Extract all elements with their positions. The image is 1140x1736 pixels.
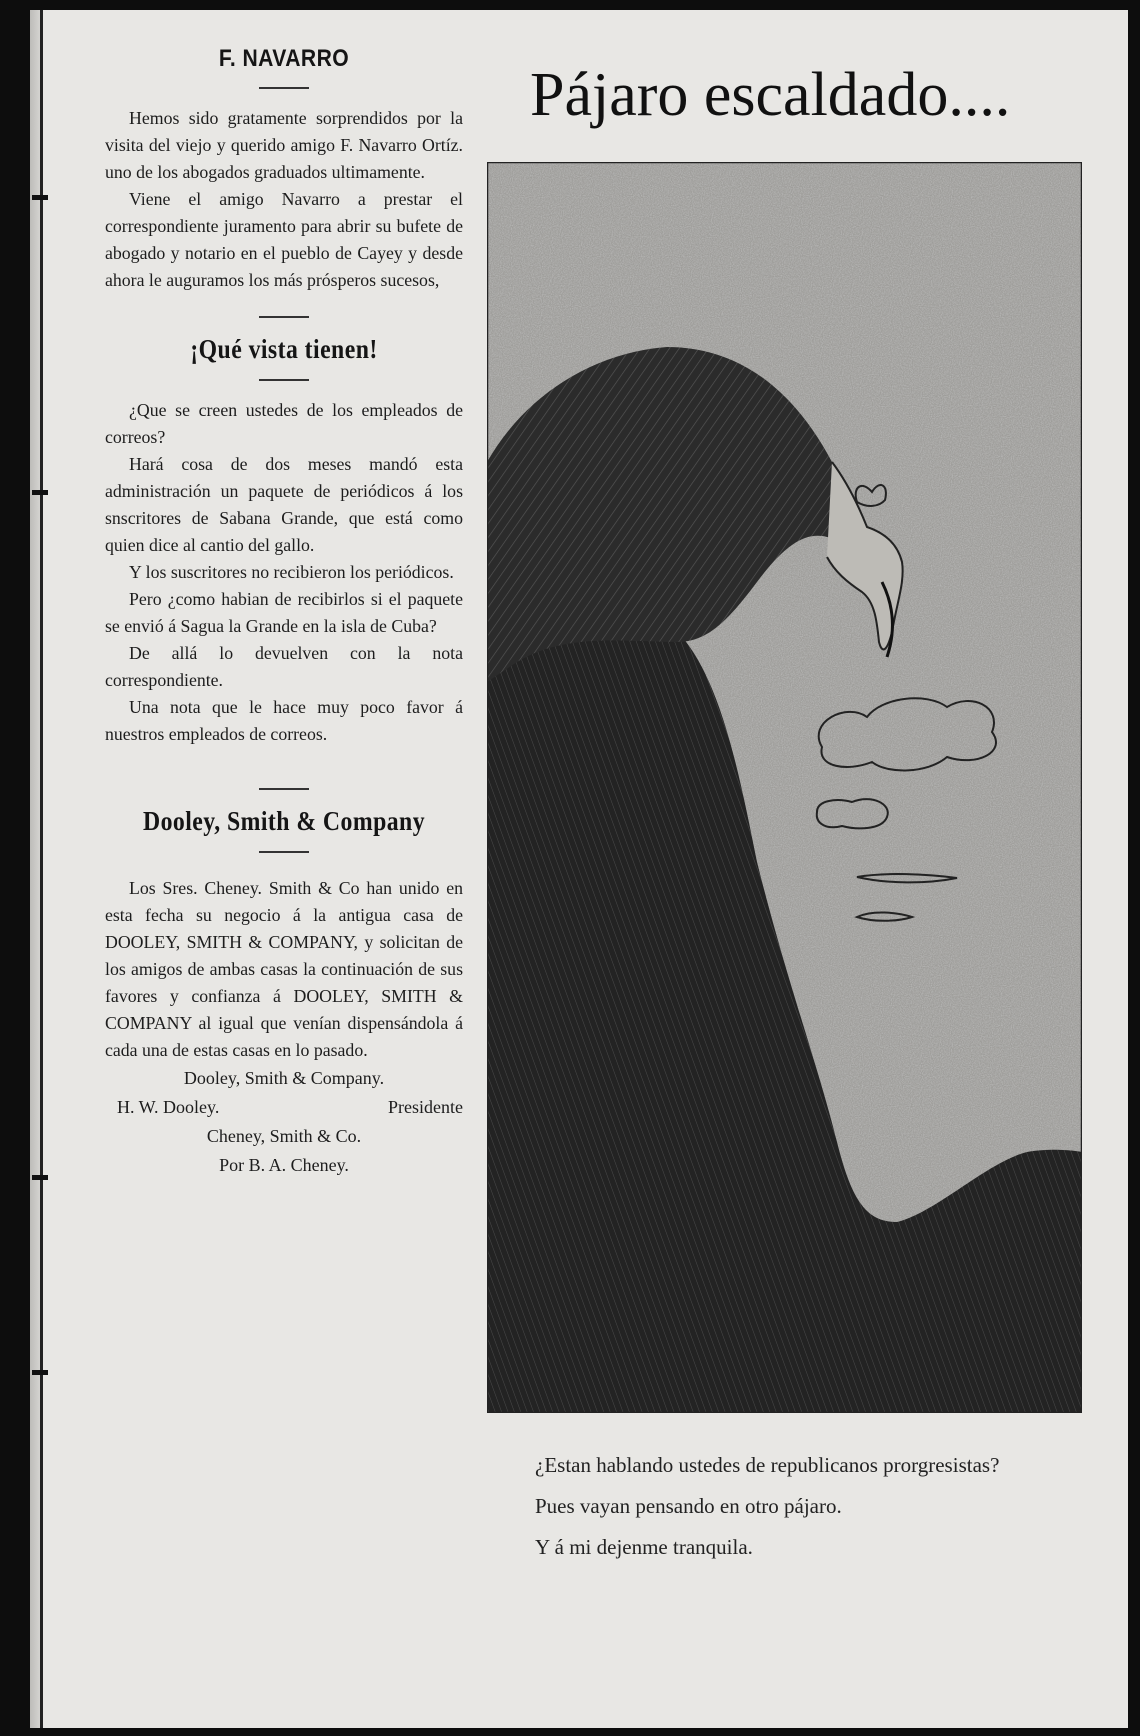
binding-mark — [32, 1175, 48, 1180]
binding-mark — [32, 1370, 48, 1375]
article-paragraph: Viene el amigo Navarro a prestar el correspondiente juramento para abrir su bufete de abogado y notario en el pueblo de Cayey y desde ahora le auguramos los más prósperos sucesos, — [105, 189, 463, 290]
signature-person: H. W. Dooley. — [117, 1097, 220, 1117]
article-paragraph: ¿Que se creen ustedes de los empleados de correos? — [105, 400, 463, 447]
binding-mark — [32, 490, 48, 495]
cartoon-caption — [480, 1445, 1090, 1568]
right-column — [480, 52, 1100, 131]
article-paragraph: Y los suscritores no recibieron los periódicos. — [129, 562, 454, 582]
vulture-on-rock-image — [487, 162, 1082, 1413]
binding-rule — [40, 10, 43, 1728]
article-heading-que-vista: ¡Qué vista tienen! — [190, 334, 378, 364]
divider — [259, 851, 309, 853]
divider — [259, 379, 309, 381]
signature-firm-2: Cheney, Smith & Co. — [206, 1126, 362, 1146]
signature-firm: Dooley, Smith & Company. — [183, 1068, 385, 1088]
left-column — [105, 45, 463, 1180]
divider — [259, 788, 309, 790]
signature-person-row — [105, 1093, 463, 1122]
article-paragraph: Hemos sido gratamente sorprendidos por la visita del viejo y querido amigo F. Navarro Ortíz. uno de los abogados graduados ultimamente. — [105, 108, 463, 182]
signature-by: Por B. A. Cheney. — [219, 1155, 349, 1175]
signature-role: Presidente — [388, 1097, 463, 1117]
article-paragraph: De allá lo devuelven con la nota correspondiente. — [105, 643, 463, 690]
article-heading-dooley: Dooley, Smith & Company — [142, 806, 426, 836]
article-heading-navarro: F. NAVARRO — [218, 45, 350, 72]
article-paragraph: Los Sres. Cheney. Smith & Co han unido en esta fecha su negocio á la antigua casa de DOOLEY, SMITH & COMPANY, y solicitan de los amigos de ambas casas la continuación de sus favores y confianza á DOOLEY, SMITH & COMPANY al igual que venían dispensándola á cada una de estas casas en lo pasado. — [105, 878, 463, 1060]
article-paragraph: Pero ¿como habian de recibirlos si el paquete se envió á Sagua la Grande en la isla de Cuba? — [105, 589, 463, 636]
caption-line: ¿Estan hablando ustedes de republicanos prorgresistas? — [535, 1453, 1000, 1477]
divider — [259, 87, 309, 89]
article-paragraph: Hará cosa de dos meses mandó esta administración un paquete de periódicos á los snscritores de Sabana Grande, que está como quien dice al cantio del gallo. — [105, 454, 463, 555]
caption-line: Y á mi dejenme tranquila. — [535, 1535, 753, 1559]
divider — [259, 316, 309, 318]
article-paragraph: Una nota que le hace muy poco favor á nuestros empleados de correos. — [105, 697, 463, 744]
binding-mark — [32, 195, 48, 200]
cartoon-title: Pájaro escaldado.... — [530, 61, 1011, 129]
cartoon-illustration — [487, 162, 1082, 1413]
newspaper-page — [30, 10, 1128, 1728]
caption-line: Pues vayan pensando en otro pájaro. — [535, 1494, 842, 1518]
